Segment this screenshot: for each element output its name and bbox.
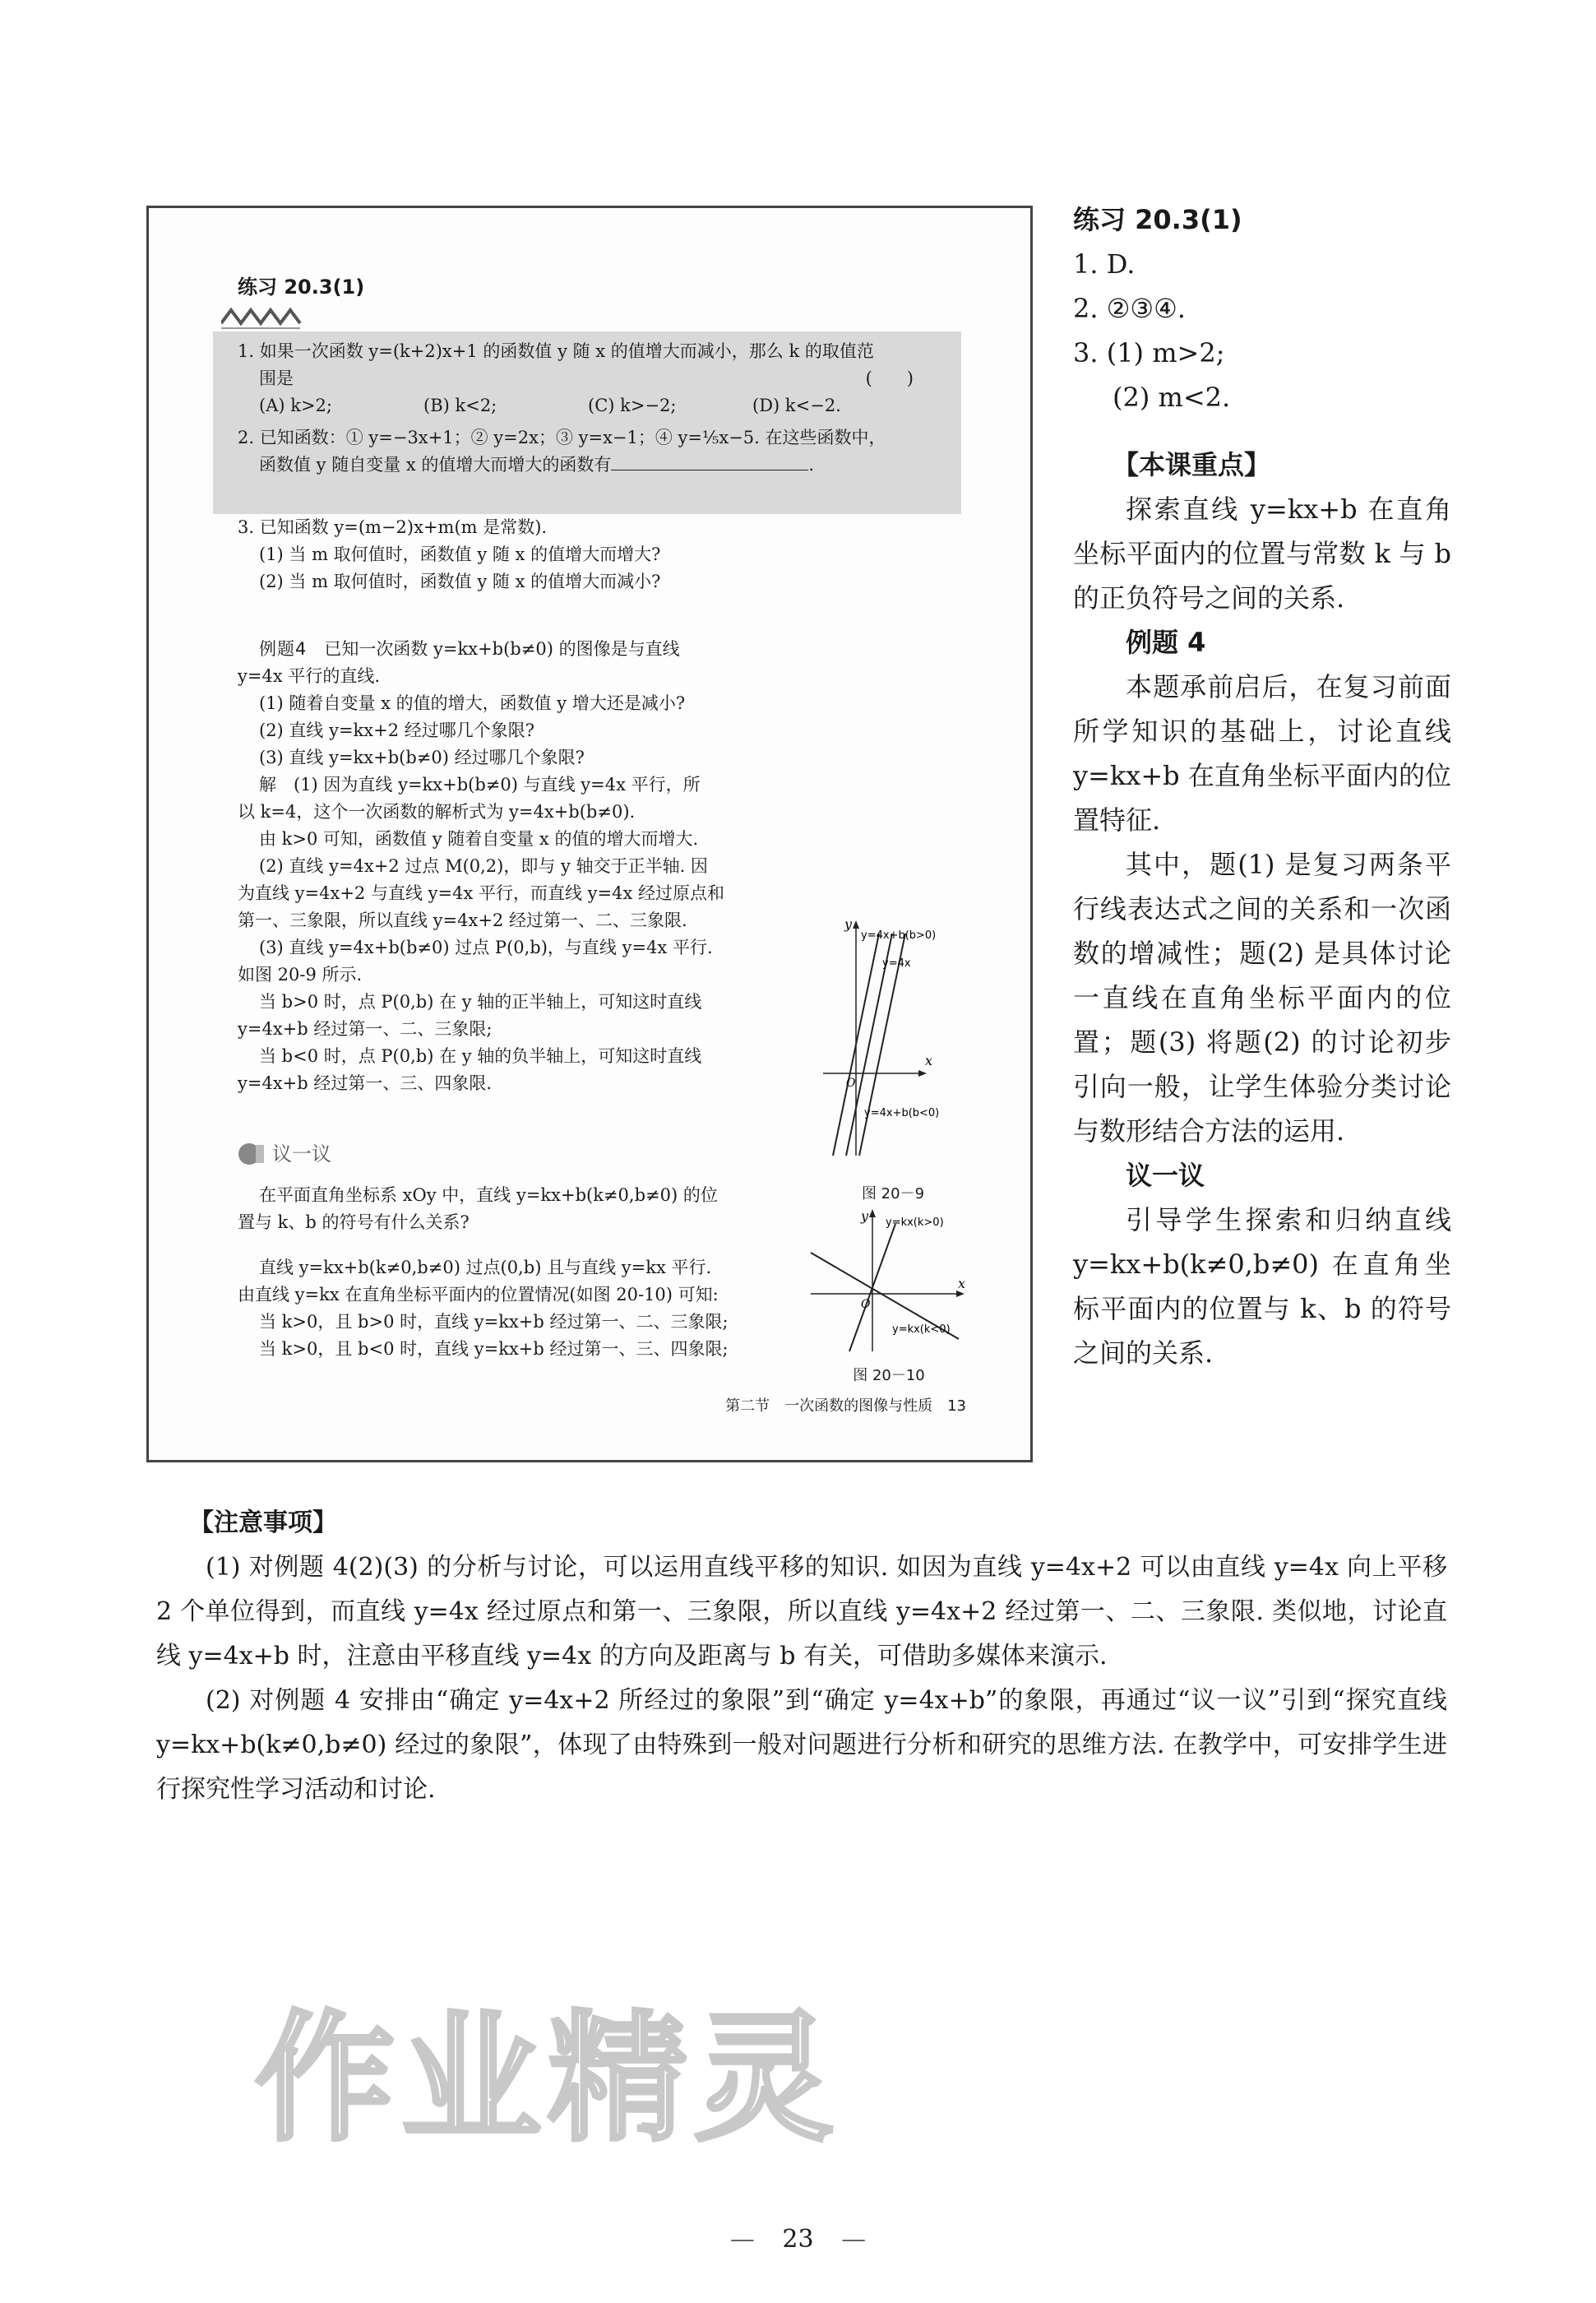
solution-line: (2) 直线 y=4x+2 过点 M(0,2)，即与 y 轴交于正半轴. 因 [259,856,708,876]
solution-line: 如图 20-9 所示. [238,965,363,985]
discuss-body-line: 当 k>0，且 b>0 时，直线 y=kx+b 经过第一、二、三象限; [259,1312,729,1332]
q1-line2: 围是 ( ) [238,365,938,392]
solution-line: (3) 直线 y=4x+b(b≠0) 过点 P(0,b)，与直线 y=4x 平行. [259,938,713,957]
solution-line: 当 b>0 时，点 P(0,b) 在 y 轴的正半轴上，可知这时直线 [259,992,702,1012]
answer-2: 2. ②③④. [1073,293,1186,324]
example-4 [238,636,780,1097]
option-d: (D) k<−2. [752,396,841,415]
figure-20-10-graph [807,1207,971,1355]
svg-text:y: y [844,917,853,932]
solution-line: 解 (1) 因为直线 y=kx+b(b≠0) 与直线 y=4x 平行，所 [259,775,701,795]
answer-1: 1. D. [1073,248,1136,280]
watermark-logo: 作业精灵 [255,1998,841,2161]
notes-p1: (1) 对例题 4(2)(3) 的分析与讨论，可以运用直线平移的知识. 如因为直线 y=4x+2 可以由直线 y=4x 向上平移 2 个单位得到，而直线 y=4x 经过原点和第一、三象限，所以直线 y=4x+2 经过第一、二、三象限. 类似地，讨论直线 y=4x+b 时，注意由平移直线 y=4x 的方向及距离与 b 有关，可借助多媒体来演示. [156,1553,1447,1670]
option-c: (C) k>−2; [588,396,677,415]
answer-3b: (2) m<2. [1113,382,1231,413]
answers-title: 练习 20.3(1) [1073,204,1242,235]
discuss-line: 在平面直角坐标系 xOy 中，直线 y=kx+b(k≠0,b≠0) 的位 [259,1185,718,1205]
focus-title: 【本课重点】 [1113,449,1271,480]
focus-text: 探索直线 y=kx+b 在直角坐标平面内的位置与常数 k 与 b 的正负符号之间的关系. [1073,494,1451,614]
q3-a: (1) 当 m 取何值时，函数值 y 随 x 的值增大而增大? [259,544,661,564]
exercise-band [213,331,961,514]
figure-20-10-caption: 图 20－10 [853,1367,925,1384]
exercise-title: 练习 20.3(1) [238,276,365,299]
option-a: (A) k>2; [259,396,332,415]
discuss-note-title: 议一议 [1126,1160,1205,1191]
q1-line1: 1. 如果一次函数 y=(k+2)x+1 的函数值 y 随 x 的值增大而减小，那么 k 的取值范 [238,341,874,361]
notes-p2: (2) 对例题 4 安排由“确定 y=4x+2 所经过的象限”到“确定 y=4x+b”的象限，再通过“议一议”引到“探究直线 y=kx+b(k≠0,b≠0) 经过的象限”，体现了由特殊到一般对问题进行分析和研究的思维方法. 在教学中，可安排学生进行探究性学习活动和讨论. [156,1686,1447,1804]
svg-text:y=4x: y=4x [882,957,911,970]
figure-20-10 [807,1207,971,1389]
svg-text:O: O [861,1298,871,1311]
svg-text:y=kx(k>0): y=kx(k>0) [886,1216,944,1229]
svg-text:y=4x+b(b<0): y=4x+b(b<0) [864,1107,940,1119]
discuss-note-text: 引导学生探索和归纳直线 y=kx+b(k≠0,b≠0) 在直角坐标平面内的位置与 k、b 的符号之间的关系. [1073,1204,1451,1369]
q2-line1: 2. 已知函数：① y=−3x+1；② y=2x；③ y=x−1；④ y=⅕x−5. 在这些函数中， [238,428,886,447]
page-number [0,2225,1596,2254]
example4-title: 例题 4 [1126,627,1206,658]
example-stem1: 已知一次函数 y=kx+b(b≠0) 的图像是与直线 [324,639,680,659]
zigzag-decoration-icon [221,299,303,331]
q3-b: (2) 当 m 取何值时，函数值 y 随 x 的值增大而减小? [259,572,661,591]
example4-p1: 本题承前启后，在复习前面所学知识的基础上，讨论直线 y=kx+b 在直角坐标平面内的位置特征. [1073,671,1451,836]
page-number-value: 23 [782,2225,814,2254]
svg-text:O: O [846,1077,856,1090]
option-b: (B) k<2; [423,396,497,415]
svg-text:y: y [861,1208,869,1224]
solution-line: y=4x+b 经过第一、三、四象限. [238,1073,493,1093]
discuss-body-line: 当 k>0，且 b<0 时，直线 y=kx+b 经过第一、三、四象限; [259,1339,729,1359]
solution-line: y=4x+b 经过第一、二、三象限; [238,1019,493,1039]
answer-paren: ( ) [865,368,914,388]
svg-text:x: x [958,1276,966,1291]
example-stem2: y=4x 平行的直线. [238,666,381,686]
q3-line1: 3. 已知函数 y=(m−2)x+m(m 是常数). [238,517,548,537]
solution-line: 以 k=4，这个一次函数的解析式为 y=4x+b(b≠0). [238,802,636,822]
svg-text:x: x [925,1053,933,1068]
solution-line: 由 k>0 可知，函数值 y 随着自变量 x 的值的增大而增大. [259,829,699,849]
svg-text:y=kx(k<0): y=kx(k<0) [892,1323,951,1336]
figure-20-9-caption: 图 20－9 [861,1185,925,1202]
solution-line: 第一、三象限，所以直线 y=4x+2 经过第一、二、三象限. [238,911,687,930]
textbook-scan [146,206,1033,1462]
answer-3a: 3. (1) m>2; [1073,337,1225,368]
page-number-dash-left: — [729,2225,755,2254]
example-q3: (3) 直线 y=kx+b(b≠0) 经过哪几个象限? [259,748,585,767]
notes-title: 【注意事项】 [189,1508,337,1537]
discuss-line: 置与 k、b 的符号有什么关系? [238,1212,470,1232]
answer-blank [611,452,808,470]
q2-line2: 函数值 y 随自变量 x 的值增大而增大的函数有 . [238,452,938,479]
example-label: 例题4 [259,639,308,659]
teacher-notes-column [1073,197,1451,1375]
svg-text:y=4x+b(b>0): y=4x+b(b>0) [861,929,937,942]
page-number-dash-right: — [841,2225,867,2254]
example-q2: (2) 直线 y=kx+2 经过哪几个象限? [259,721,535,740]
notes-section [156,1501,1447,1812]
figure-20-9-graph [823,917,963,1164]
discuss-icon [238,1140,266,1168]
example4-p2: 其中，题(1) 是复习两条平行线表达式之间的关系和一次函数的增减性；题(2) 是具体讨论一直线在直角坐标平面内的位置；题(3) 将题(2) 的讨论初步引向一般，让学生体验分类讨论与数形结合方法的运用. [1073,849,1451,1147]
discuss-body-line: 直线 y=kx+b(k≠0,b≠0) 过点(0,b) 且与直线 y=kx 平行. [259,1258,712,1277]
scan-page-footer: 第二节 一次函数的图像与性质 13 [725,1397,966,1415]
q1-options [238,392,938,419]
solution-line: 当 b<0 时，点 P(0,b) 在 y 轴的负半轴上，可知这时直线 [259,1046,702,1066]
solution-line: 为直线 y=4x+2 与直线 y=4x 平行，而直线 y=4x 经过原点和 [238,883,724,903]
discuss-heading: 议一议 [238,1138,945,1170]
discuss-body-line: 由直线 y=kx 在直角坐标平面内的位置情况(如图 20-10) 可知: [238,1285,719,1304]
example-q1: (1) 随着自变量 x 的值的增大，函数值 y 增大还是减小? [259,693,686,713]
q3-block [238,514,945,595]
